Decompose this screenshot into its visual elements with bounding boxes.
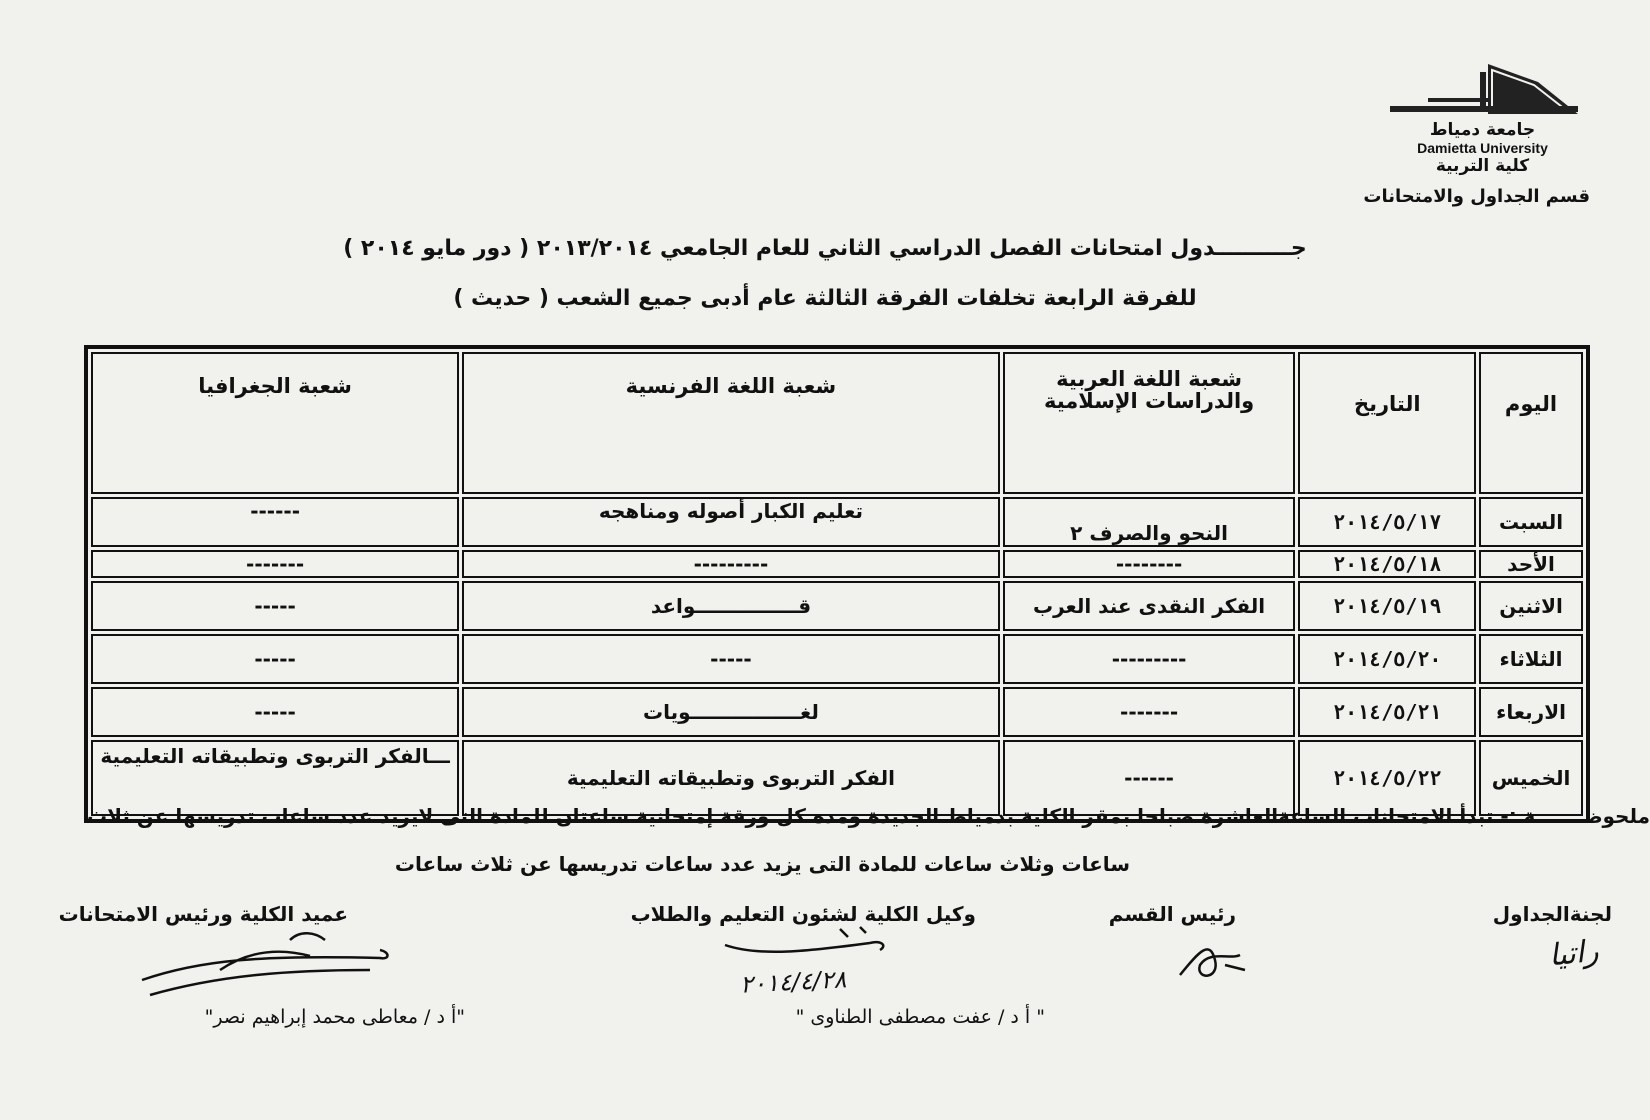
day-cell: الخميس — [1479, 740, 1583, 816]
vice-dean-handwritten-date: ٢٠١٤/٤/٢٨ — [739, 965, 848, 999]
signature-title-dean: عميد الكلية ورئيس الامتحانات — [58, 902, 348, 926]
geography-exam-cell: ------ — [91, 497, 459, 547]
day-cell: الثلاثاء — [1479, 634, 1583, 684]
university-logo — [1388, 62, 1578, 120]
day-cell: الأحد — [1479, 550, 1583, 578]
note-line-2: ساعات وثلاث ساعات للمادة التى يزيد عدد ساعات تدريسها عن ثلاث ساعات — [394, 852, 1130, 876]
table-header-row — [91, 352, 1583, 494]
french-exam-cell: --------- — [462, 550, 1000, 578]
table-row — [91, 687, 1583, 737]
exam-schedule-table — [84, 345, 1590, 823]
vice-dean-name: " أ د / عفت مصطفى الطناوى " — [795, 1006, 1045, 1028]
vice-dean-signature — [720, 915, 900, 965]
university-name-en: Damietta University — [1417, 140, 1548, 156]
french-exam-cell: تعليم الكبار أصوله ومناهجه — [462, 497, 1000, 547]
header-day: اليوم — [1479, 352, 1583, 494]
faculty-name: كلية التربية — [1435, 156, 1530, 176]
french-exam-cell: الفكر التربوى وتطبيقاته التعليمية — [462, 740, 1000, 816]
header-date: التاريخ — [1298, 352, 1476, 494]
committee-handwritten-signature: راتيا — [1546, 933, 1600, 974]
dean-name: "أ د / معاطى محمد إبراهيم نصر" — [204, 1006, 465, 1028]
arabic-exam-cell: --------- — [1003, 634, 1296, 684]
arabic-exam-cell: الفكر النقدى عند العرب — [1003, 581, 1296, 631]
table-row — [91, 550, 1583, 578]
geography-exam-cell: ----- — [91, 634, 459, 684]
date-cell: ٢٠١٤/٥/٢٠ — [1298, 634, 1476, 684]
header-geography-division: شعبة الجغرافيا — [91, 352, 459, 494]
geography-exam-cell: ----- — [91, 581, 459, 631]
day-cell: الاثنين — [1479, 581, 1583, 631]
date-cell: ٢٠١٤/٥/١٨ — [1298, 550, 1476, 578]
university-logo-block — [1375, 62, 1590, 202]
signature-title-department-head: رئيس القسم — [1108, 902, 1236, 926]
header-french-division: شعبة اللغة الفرنسية — [462, 352, 1000, 494]
arabic-exam-cell: -------- — [1003, 550, 1296, 578]
table-row — [91, 634, 1583, 684]
geography-exam-cell: ----- — [91, 687, 459, 737]
arabic-exam-cell: ------ — [1003, 740, 1296, 816]
university-name-ar: جامعة دمياط — [1429, 120, 1536, 140]
table-row — [91, 581, 1583, 631]
french-exam-cell: قـــــــــــــــواعد — [462, 581, 1000, 631]
table-row — [91, 497, 1583, 547]
note-line-1: ملحوظـــــــة :- تبدأ الامتحانات الساعةالعاشرة صباحا بمقر الكلية بدمياط الجديدة ومده كل ورقة إمتحانية ساعتان للمادة التى لايزيد عدد ساعات تدريسها عن ثلاث — [87, 804, 1650, 828]
french-exam-cell: لغــــــــــــــــويات — [462, 687, 1000, 737]
date-cell: ٢٠١٤/٥/١٧ — [1298, 497, 1476, 547]
schedule-title: جــــــــــدول امتحانات الفصل الدراسي الثاني للعام الجامعي ٢٠١٣/٢٠١٤ ( دور مايو ٢٠١٤ ) — [343, 236, 1307, 261]
day-cell: الاربعاء — [1479, 687, 1583, 737]
arabic-exam-cell: النحو والصرف ٢ — [1003, 497, 1296, 547]
dean-signature — [140, 920, 400, 1000]
geography-exam-cell: ـــالفكر التربوى وتطبيقاته التعليمية — [91, 740, 459, 816]
department-head-signature — [1170, 930, 1260, 990]
date-cell: ٢٠١٤/٥/٢٢ — [1298, 740, 1476, 816]
header-arabic-division: شعبة اللغة العربية والدراسات الإسلامية — [1003, 352, 1296, 494]
geography-exam-cell: ------- — [91, 550, 459, 578]
arabic-exam-cell: ------- — [1003, 687, 1296, 737]
french-exam-cell: ----- — [462, 634, 1000, 684]
day-cell: السبت — [1479, 497, 1583, 547]
date-cell: ٢٠١٤/٥/٢١ — [1298, 687, 1476, 737]
signature-title-committee: لجنةالجداول — [1492, 902, 1612, 926]
department-name: قسم الجداول والامتحانات — [1363, 186, 1590, 207]
date-cell: ٢٠١٤/٥/١٩ — [1298, 581, 1476, 631]
schedule-subtitle: للفرقة الرابعة تخلفات الفرقة الثالثة عام أدبى جميع الشعب ( حديث ) — [453, 286, 1197, 311]
signature-title-vice-dean: وكيل الكلية لشئون التعليم والطلاب — [630, 902, 976, 926]
